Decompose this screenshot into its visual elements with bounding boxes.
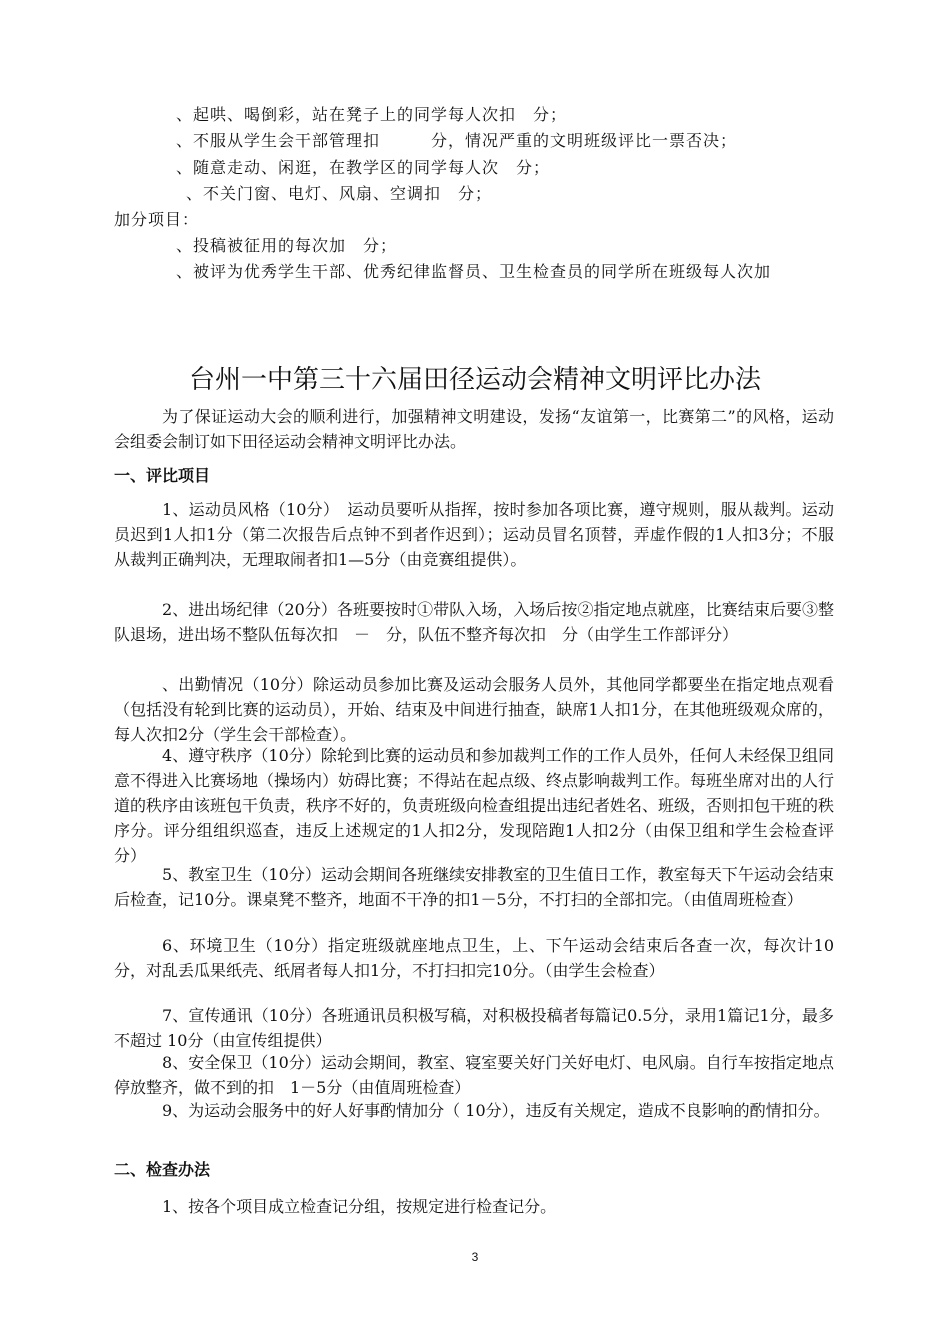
bonus-item-submission: 、投稿被征用的每次加 分；: [176, 236, 398, 255]
inspection-step-1: 1、按各个项目成立检查记分组，按规定进行检查记分。: [162, 1197, 557, 1216]
item-environment-hygiene: 6、环境卫生（10分）指定班级就座地点卫生，上、下午运动会结束后各查一次，每次计10分，对乱丢瓜果纸壳、纸屑者每人扣1分，不打扫扣完10分。（由学生会检查）: [114, 936, 834, 980]
item-classroom-hygiene: 5、教室卫生（10分）运动会期间各班继续安排教室的卫生值日工作，教室每天下午运动会结束后检查，记10分。课桌凳不整齐，地面不干净的扣1－5分，不打扫的全部扣完。（由值周班检查）: [114, 865, 834, 909]
page-number: 3: [471, 1250, 479, 1264]
item-entry-exit-discipline: 2、进出场纪律（20分）各班要按时①带队入场，入场后按②指定地点就座，比赛结束后要③整队退场，进出场不整队伍每次扣 － 分，队伍不整齐每次扣 分（由学生工作部评分）: [114, 600, 834, 644]
deduction-item-cheering: 、起哄、喝倒彩，站在凳子上的同学每人次扣 分；: [176, 105, 568, 124]
intro-paragraph: 为了保证运动大会的顺利进行，加强精神文明建设，发扬“友谊第一，比赛第二”的风格，运动会组委会制订如下田径运动会精神文明评比办法。: [114, 407, 834, 451]
item-good-deeds: 9、为运动会服务中的好人好事酌情加分（ 10分），违反有关规定，造成不良影响的酌情扣分。: [162, 1101, 830, 1120]
deduction-item-appliances: 、不关门窗、电灯、风扇、空调扣 分；: [186, 184, 493, 203]
item-attendance: 、出勤情况（10分）除运动员参加比赛及运动会服务人员外，其他同学都要坐在指定地点观看（包括没有轮到比赛的运动员），开始、结束及中间进行抽查，缺席1人扣1分，在其他班级观众席的，每人次扣2分（学生会干部检查）。: [114, 675, 834, 744]
item-security: 8、安全保卫（10分）运动会期间，教室、寝室要关好门关好电灯、电风扇。自行车按指定地点停放整齐，做不到的扣 1－5分（由值周班检查）: [114, 1053, 834, 1097]
deduction-item-wandering: 、随意走动、闲逛，在教学区的同学每人次 分；: [176, 158, 551, 177]
bonus-heading: 加分项目：: [114, 210, 200, 229]
section-heading-evaluation-items: 一、评比项目: [114, 466, 211, 485]
document-title: 台州一中第三十六届田径运动会精神文明评比办法: [188, 365, 761, 395]
item-order: 4、遵守秩序（10分）除轮到比赛的运动员和参加裁判工作的工作人员外，任何人未经保卫组同意不得进入比赛场地（操场内）妨碍比赛；不得站在起点级、终点影响裁判工作。每班坐席对出的人行道的秩序由该班包干负责，秩序不好的，负责班级向检查组提出违纪者姓名、班级，否则扣包干班的秩序分。评分组组织巡查，违反上述规定的1人扣2分，发现陪跑1人扣2分（由保卫组和学生会检查评分）: [114, 746, 835, 865]
bonus-item-awards: 、被评为优秀学生干部、优秀纪律监督员、卫生检查员的同学所在班级每人次加: [176, 262, 772, 281]
deduction-item-disobey: 、不服从学生会干部管理扣 分，情况严重的文明班级评比一票否决；: [176, 131, 738, 150]
item-athlete-conduct: 1、运动员风格（10分） 运动员要听从指挥，按时参加各项比赛，遵守规则，服从裁判。运动员迟到1人扣1分（第二次报告后点钟不到者作迟到）；运动员冒名顶替，弄虚作假的1人扣3分；不服从裁判正确判决，无理取闹者扣1—5分（由竞赛组提供）。: [114, 500, 834, 569]
section-heading-inspection-method: 二、检查办法: [114, 1160, 211, 1179]
item-publicity: 7、宣传通讯（10分）各班通讯员积极写稿，对积极投稿者每篇记0.5分，录用1篇记1分，最多不超过 10分（由宣传组提供）: [114, 1006, 834, 1050]
